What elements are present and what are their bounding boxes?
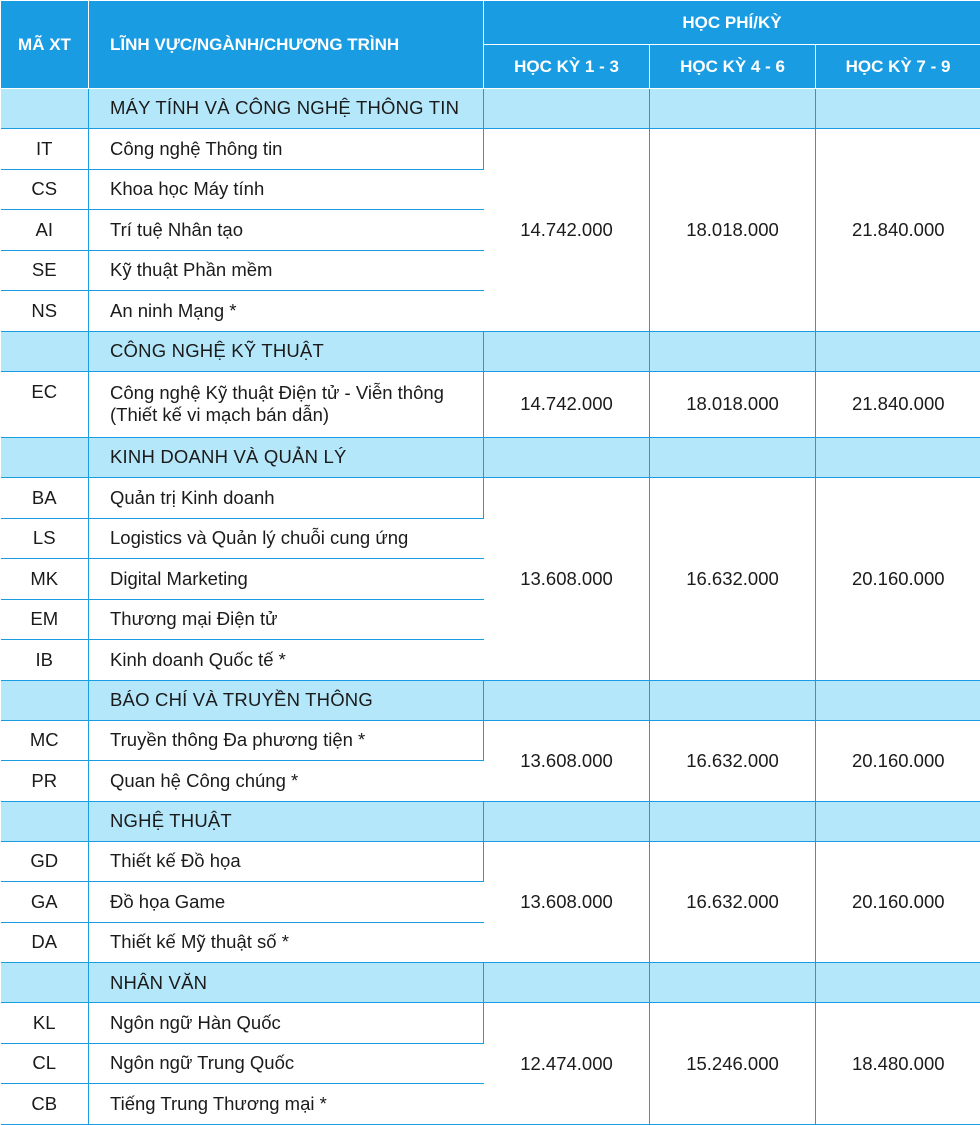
program-name-line: Thiết kế Mỹ thuật số * bbox=[110, 931, 289, 953]
category-code-cell bbox=[1, 963, 89, 1003]
program-code: GA bbox=[1, 882, 89, 922]
fee-semester-7-9: 21.840.000 bbox=[816, 371, 980, 437]
fee-semester-7-9: 21.840.000 bbox=[816, 129, 980, 331]
program-code: IT bbox=[1, 129, 89, 169]
program-name-line: Kinh doanh Quốc tế * bbox=[110, 648, 286, 670]
program-name bbox=[89, 210, 484, 250]
fee-semester-4-6: 18.018.000 bbox=[650, 129, 816, 331]
category-label: NGHỆ THUẬT bbox=[89, 801, 484, 841]
program-name bbox=[89, 1003, 484, 1043]
table-body bbox=[1, 89, 980, 1125]
program-name-line: Công nghệ Kỹ thuật Điện tử - Viễn thông bbox=[110, 382, 444, 404]
program-name bbox=[89, 169, 484, 209]
category-label: KINH DOANH VÀ QUẢN LÝ bbox=[89, 437, 484, 477]
fee-semester-7-9: 18.480.000 bbox=[816, 1003, 980, 1125]
fee-semester-4-6: 16.632.000 bbox=[650, 478, 816, 680]
program-name-line: Ngôn ngữ Trung Quốc bbox=[110, 1052, 295, 1074]
program-code: AI bbox=[1, 210, 89, 250]
fee-semester-1-3: 13.608.000 bbox=[484, 478, 650, 680]
program-code: SE bbox=[1, 250, 89, 290]
program-name bbox=[89, 882, 484, 922]
table-row bbox=[1, 478, 980, 518]
header-code: MÃ XT bbox=[1, 1, 89, 89]
category-label: NHÂN VĂN bbox=[89, 963, 484, 1003]
program-code: LS bbox=[1, 518, 89, 558]
category-fee-cell bbox=[650, 437, 816, 477]
category-code-cell bbox=[1, 331, 89, 371]
category-fee-cell bbox=[484, 680, 650, 720]
program-code: IB bbox=[1, 640, 89, 680]
program-code: EC bbox=[1, 371, 89, 437]
program-name-line: An ninh Mạng * bbox=[110, 299, 237, 321]
program-code: CS bbox=[1, 169, 89, 209]
category-fee-cell bbox=[650, 680, 816, 720]
fee-semester-1-3: 12.474.000 bbox=[484, 1003, 650, 1125]
category-fee-cell bbox=[484, 89, 650, 129]
fee-semester-1-3: 14.742.000 bbox=[484, 129, 650, 331]
program-name bbox=[89, 250, 484, 290]
fee-semester-1-3: 13.608.000 bbox=[484, 841, 650, 962]
program-code: EM bbox=[1, 599, 89, 639]
category-fee-cell bbox=[816, 801, 980, 841]
program-name bbox=[89, 478, 484, 518]
program-name-line: Truyền thông Đa phương tiện * bbox=[110, 729, 366, 751]
program-name bbox=[89, 559, 484, 599]
category-fee-cell bbox=[816, 680, 980, 720]
category-fee-cell bbox=[650, 331, 816, 371]
category-row bbox=[1, 89, 980, 129]
program-name bbox=[89, 640, 484, 680]
program-name-line: Khoa học Máy tính bbox=[110, 178, 265, 200]
program-name-line: Đồ họa Game bbox=[110, 890, 226, 912]
program-name bbox=[89, 761, 484, 801]
header-fee-group: HỌC PHÍ/KỲ bbox=[484, 1, 980, 45]
table-row bbox=[1, 1003, 980, 1043]
category-fee-cell bbox=[484, 963, 650, 1003]
program-name-line: Thiết kế Đồ họa bbox=[110, 850, 241, 872]
category-row bbox=[1, 680, 980, 720]
program-name bbox=[89, 129, 484, 169]
program-name bbox=[89, 720, 484, 760]
category-label: BÁO CHÍ VÀ TRUYỀN THÔNG bbox=[89, 680, 484, 720]
category-row bbox=[1, 963, 980, 1003]
category-label: CÔNG NGHỆ KỸ THUẬT bbox=[89, 331, 484, 371]
fee-semester-4-6: 16.632.000 bbox=[650, 841, 816, 962]
category-fee-cell bbox=[484, 331, 650, 371]
program-name-line: Ngôn ngữ Hàn Quốc bbox=[110, 1012, 281, 1033]
program-name bbox=[89, 922, 484, 962]
fee-semester-4-6: 16.632.000 bbox=[650, 720, 816, 801]
header-semester-7-9: HỌC KỲ 7 - 9 bbox=[816, 45, 980, 89]
category-code-cell bbox=[1, 680, 89, 720]
program-name-line: Logistics và Quản lý chuỗi cung ứng bbox=[110, 527, 409, 549]
program-name-line: Digital Marketing bbox=[110, 567, 248, 589]
fee-semester-4-6: 18.018.000 bbox=[650, 371, 816, 437]
fee-semester-1-3: 13.608.000 bbox=[484, 720, 650, 801]
program-name bbox=[89, 1043, 484, 1083]
category-fee-cell bbox=[650, 801, 816, 841]
table-row bbox=[1, 841, 980, 881]
category-label: MÁY TÍNH VÀ CÔNG NGHỆ THÔNG TIN bbox=[89, 89, 484, 129]
program-code: MK bbox=[1, 559, 89, 599]
table-row bbox=[1, 720, 980, 760]
program-name bbox=[89, 841, 484, 881]
category-row bbox=[1, 331, 980, 371]
category-code-cell bbox=[1, 801, 89, 841]
category-fee-cell bbox=[816, 331, 980, 371]
category-row bbox=[1, 437, 980, 477]
program-name bbox=[89, 599, 484, 639]
program-name-line: Tiếng Trung Thương mại * bbox=[110, 1093, 327, 1115]
program-name bbox=[89, 291, 484, 331]
category-code-cell bbox=[1, 437, 89, 477]
category-fee-cell bbox=[816, 89, 980, 129]
program-name-line: Quan hệ Công chúng * bbox=[110, 769, 299, 791]
program-name-line: Thương mại Điện tử bbox=[110, 608, 278, 630]
header-semester-4-6: HỌC KỲ 4 - 6 bbox=[650, 45, 816, 89]
program-code: BA bbox=[1, 478, 89, 518]
program-code: KL bbox=[1, 1003, 89, 1043]
category-fee-cell bbox=[816, 437, 980, 477]
program-code: PR bbox=[1, 761, 89, 801]
category-fee-cell bbox=[484, 437, 650, 477]
category-row bbox=[1, 801, 980, 841]
category-fee-cell bbox=[816, 963, 980, 1003]
program-name-line-2: (Thiết kế vi mạch bán dẫn) bbox=[110, 404, 330, 426]
program-code: CB bbox=[1, 1084, 89, 1125]
program-code: DA bbox=[1, 922, 89, 962]
program-name bbox=[89, 518, 484, 558]
category-code-cell bbox=[1, 89, 89, 129]
program-code: NS bbox=[1, 291, 89, 331]
category-fee-cell bbox=[650, 963, 816, 1003]
fee-semester-7-9: 20.160.000 bbox=[816, 478, 980, 680]
table-row bbox=[1, 129, 980, 169]
category-fee-cell bbox=[650, 89, 816, 129]
header-program: LĨNH VỰC/NGÀNH/CHƯƠNG TRÌNH bbox=[89, 1, 484, 89]
category-fee-cell bbox=[484, 801, 650, 841]
fee-semester-7-9: 20.160.000 bbox=[816, 720, 980, 801]
table-row bbox=[1, 371, 980, 437]
program-name-line: Công nghệ Thông tin bbox=[110, 137, 283, 159]
program-code: GD bbox=[1, 841, 89, 881]
program-name-line: Kỹ thuật Phần mềm bbox=[110, 259, 273, 281]
header-semester-1-3: HỌC KỲ 1 - 3 bbox=[484, 45, 650, 89]
program-name bbox=[89, 1084, 484, 1125]
fee-semester-1-3: 14.742.000 bbox=[484, 371, 650, 437]
program-code: CL bbox=[1, 1043, 89, 1083]
program-name-line: Trí tuệ Nhân tạo bbox=[110, 218, 243, 240]
fee-semester-7-9: 20.160.000 bbox=[816, 841, 980, 962]
fee-semester-4-6: 15.246.000 bbox=[650, 1003, 816, 1125]
program-name-line: Quản trị Kinh doanh bbox=[110, 486, 275, 508]
program-code: MC bbox=[1, 720, 89, 760]
program-name bbox=[89, 371, 484, 437]
